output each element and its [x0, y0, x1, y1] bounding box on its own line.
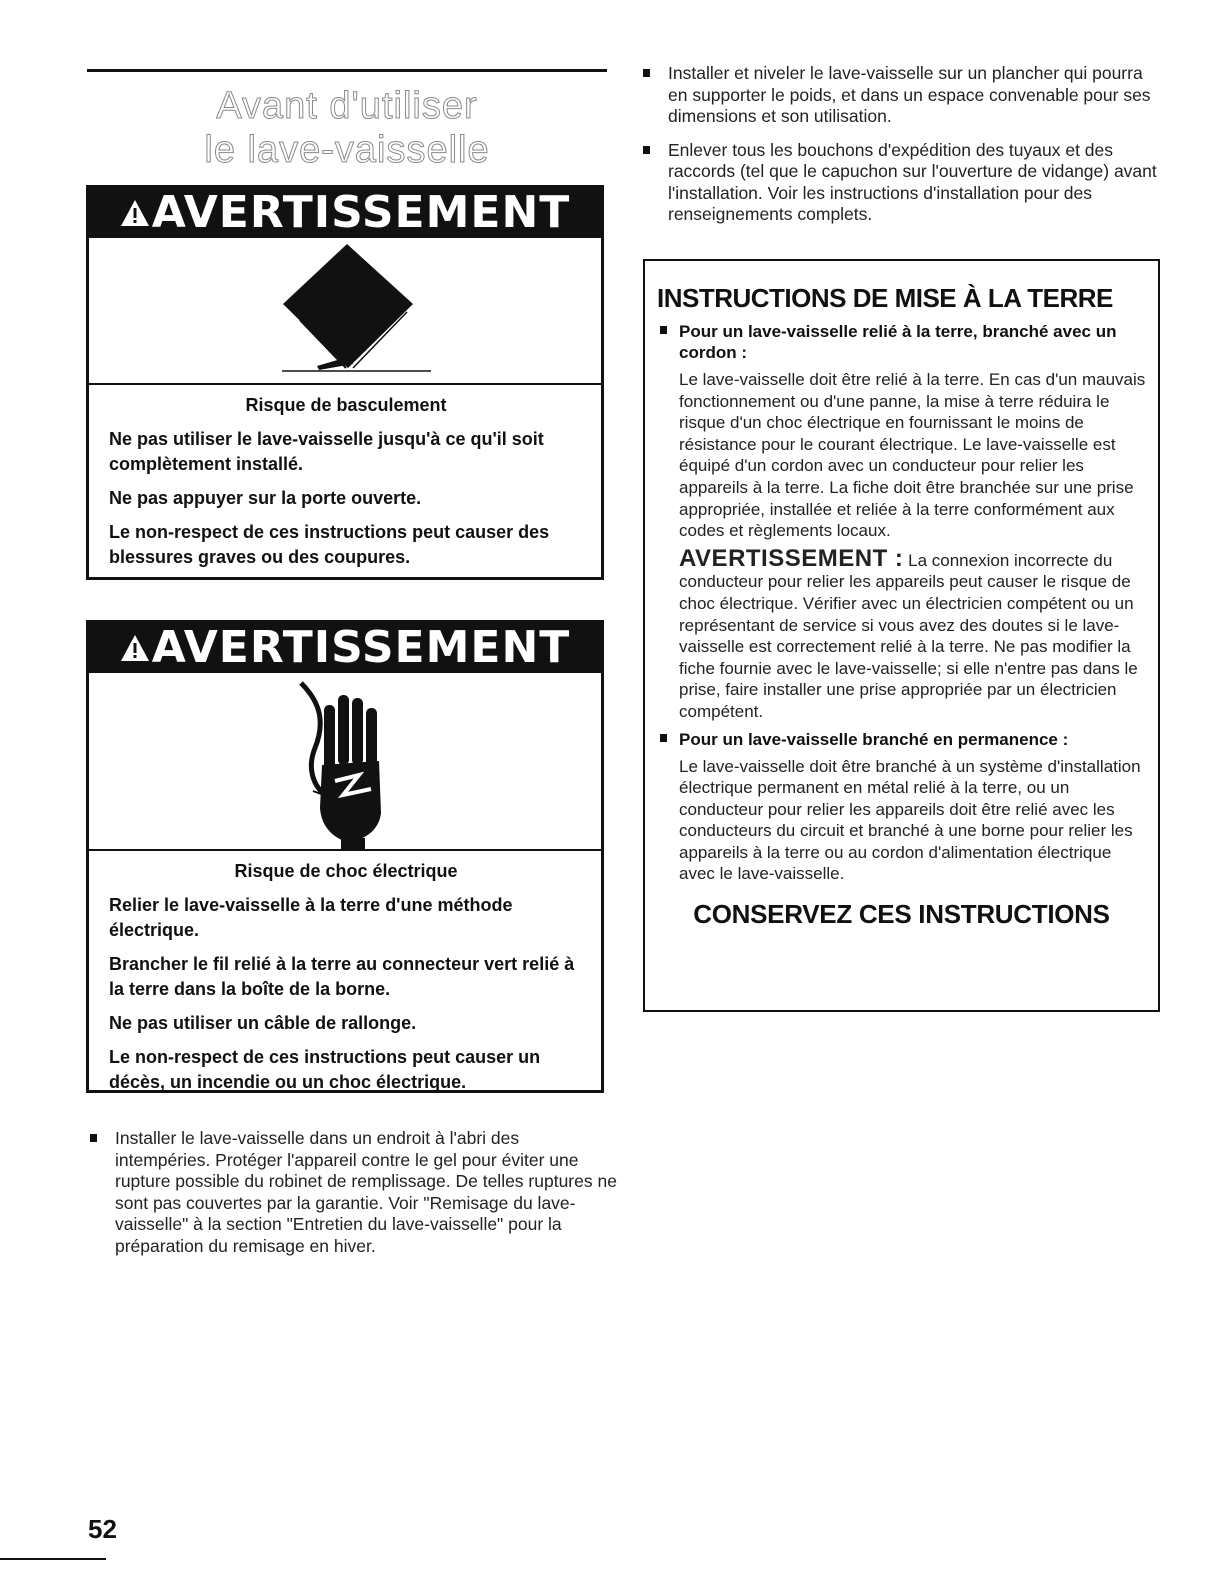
right-bullet-list: [640, 63, 1160, 238]
list-item: [640, 140, 1160, 226]
bottom-rule: [0, 1558, 106, 1560]
grounding-title: INSTRUCTIONS DE MISE À LA TERRE: [657, 283, 1113, 313]
warning-body: [89, 385, 601, 589]
warning-header: [89, 623, 601, 673]
bullet-square-icon: [90, 1134, 97, 1142]
warning-header: [89, 188, 601, 238]
page-title-line1: Avant d'utiliser: [216, 85, 478, 127]
warning-triangle-icon: [120, 633, 150, 663]
grounding-warning-text: La connexion incorrecte du conducteur pour relier les appareils peut causer le risque de choc électrique. Vérifier avec un électricien compétent ou un représentant de service si vous avez des doutes si le lave-vaisselle est correctement relié à la terre. Ne pas modifier la fiche fournie avec le lave-vaisselle; si elle n'entre pas dans le prise, faire installer une prise appropriée par un électricien compétent.: [679, 550, 1138, 721]
bullet-square-icon: [660, 734, 667, 742]
shock-pictogram: [89, 673, 601, 851]
grounding-paragraph: Le lave-vaisselle doit être relié à la terre. En cas d'un mauvais fonctionnement ou d'une panne, la mise à terre réduira le risque d'un choc électrique en fournissant le moins de résistance pour le courant électrique. Le lave-vaisselle est équipé d'un cordon avec un conducteur pour relier les appareils à la terre. La fiche doit être branchée sur une prise appropriée, installée et reliée à la terre conformément aux codes et règlements locaux.: [679, 370, 1146, 541]
warning-line: Ne pas utiliser le lave-vaisselle jusqu'à ce qu'il soit complètement installé.: [109, 429, 544, 474]
warning-line: Ne pas utiliser un câble de rallonge.: [109, 1013, 417, 1033]
save-instructions-footer: CONSERVEZ CES INSTRUCTIONS: [693, 899, 1110, 930]
grounding-instructions-box: [643, 259, 1160, 1012]
bullet-square-icon: [643, 146, 650, 154]
page-title: [87, 84, 607, 172]
warning-line: Le non-respect de ces instructions peut causer un décès, un incendie ou un choc électrique.: [109, 1047, 541, 1092]
warning-line: Brancher le fil relié à la terre au connecteur vert relié à la terre dans la boîte de la borne.: [109, 954, 575, 999]
warning-header-label: AVERTISSEMENT: [151, 187, 571, 238]
grounding-subheading-text: Pour un lave-vaisselle relié à la terre, branché avec un cordon :: [679, 322, 1117, 362]
bullet-square-icon: [643, 69, 650, 77]
grounding-subheading-text: Pour un lave-vaisselle branché en permanence :: [679, 729, 1069, 749]
left-bullet-list: [87, 1128, 617, 1269]
warning-header-label: AVERTISSEMENT: [151, 622, 571, 673]
tipover-pictogram: [89, 238, 601, 385]
list-item: [640, 63, 1160, 128]
warning-line: Ne pas appuyer sur la porte ouverte.: [109, 488, 422, 508]
list-item: [87, 1128, 617, 1257]
grounding-paragraph: Le lave-vaisselle doit être branché à un système d'installation électrique permanent en métal relié à la terre, ou un conducteur pour relier les appareils doit être relié avec les conducteurs du circuit et branché à une borne pour relier les appareils à la terre ou au cordon d'alimentation électrique avec le lave-vaisselle.: [679, 756, 1141, 884]
risk-title: Risque de basculement: [245, 395, 447, 415]
grounding-warning-heading: AVERTISSEMENT :: [679, 544, 904, 572]
page-number: 52: [88, 1514, 117, 1544]
page-title-line2: le lave-vaisselle: [204, 129, 490, 171]
warning-box-tipover: [86, 185, 604, 580]
bullet-square-icon: [660, 326, 667, 334]
warning-triangle-icon: [120, 198, 150, 228]
electric-shock-hand-icon: [89, 673, 601, 849]
risk-title: Risque de choc électrique: [234, 861, 458, 881]
list-item-text: Installer le lave-vaisselle dans un endroit à l'abri des intempéries. Protéger l'appareil contre le gel pour éviter une rupture possible du robinet de remplissage. De telles ruptures ne sont pas couvertes par la garantie. Voir "Remisage du lave-vaisselle" à la section "Entretien du lave-vaisselle" pour la préparation du remisage en hiver.: [115, 1128, 617, 1256]
warning-line: Relier le lave-vaisselle à la terre d'une méthode électrique.: [109, 895, 513, 940]
top-rule: [87, 69, 607, 72]
list-item-text: Enlever tous les bouchons d'expédition des tuyaux et des raccords (tel que le capuchon sur l'ouverture de vidange) avant l'installation. Voir les instructions d'installation pour des renseignements complets.: [668, 139, 1157, 224]
grounding-subheading: [657, 321, 1146, 363]
warning-body: [89, 851, 601, 1114]
warning-box-shock: [86, 620, 604, 1093]
grounding-warning: [657, 544, 1146, 723]
warning-line: Le non-respect de ces instructions peut causer des blessures graves ou des coupures.: [109, 522, 550, 567]
tipping-dishwasher-icon: [89, 238, 601, 383]
list-item-text: Installer et niveler le lave-vaisselle sur un plancher qui pourra en supporter le poids, et dans un espace convenable pour ses dimensions et son utilisation.: [668, 63, 1151, 126]
grounding-subheading: [657, 729, 1146, 750]
